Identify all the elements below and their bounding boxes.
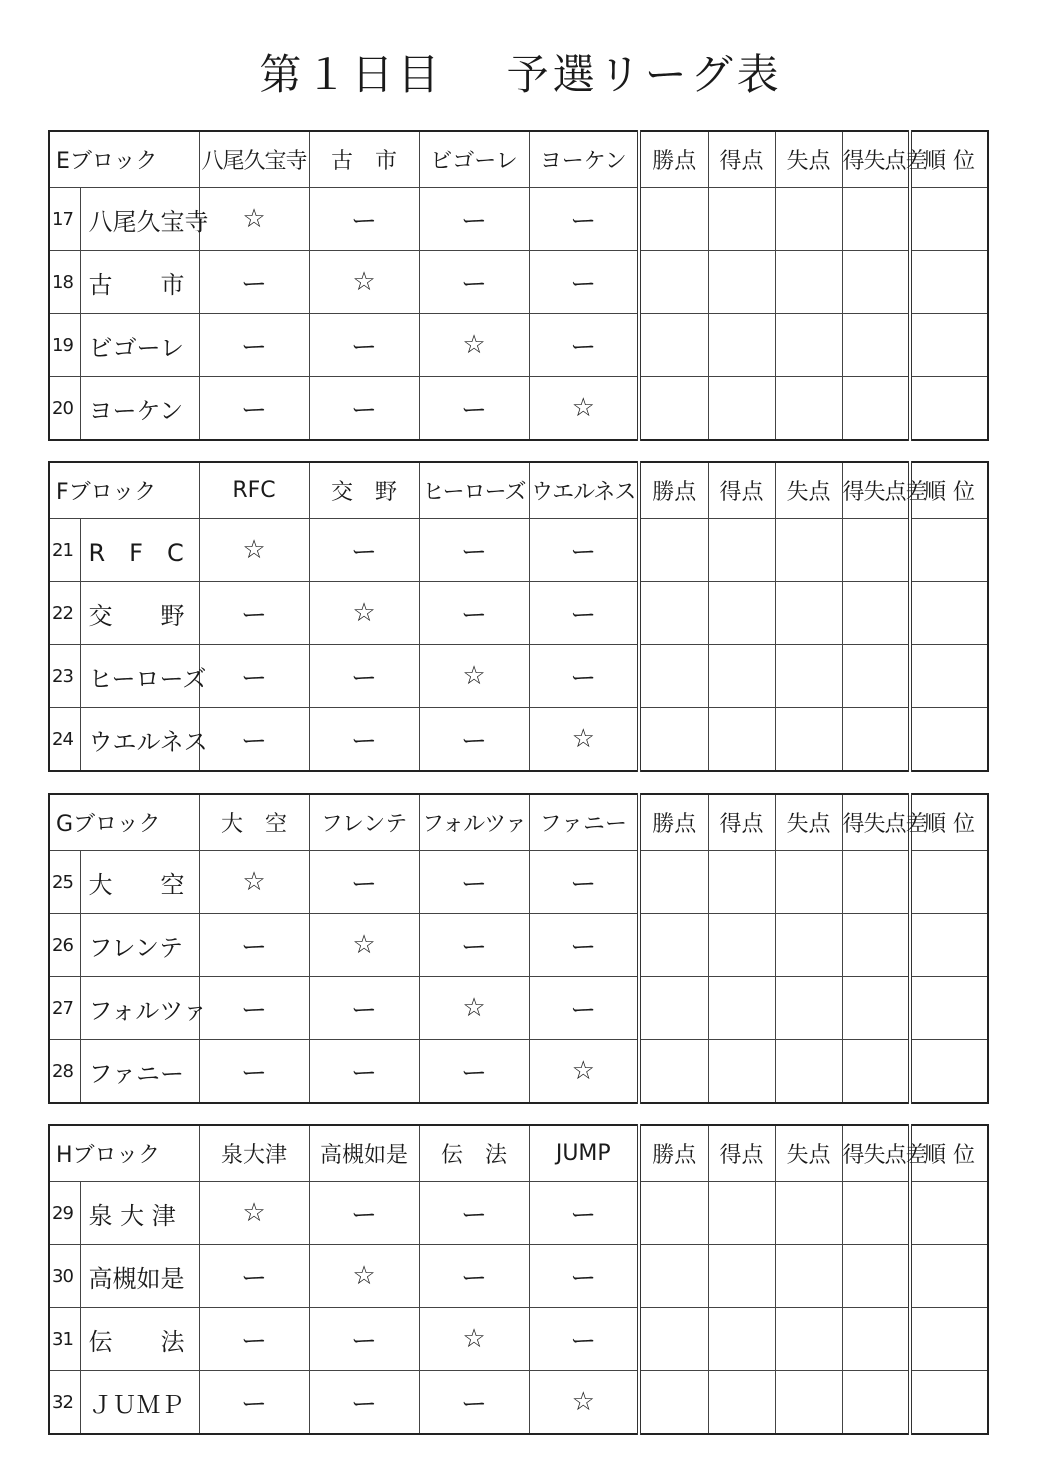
opponent-column-header: ヨーケン — [529, 131, 639, 188]
stat-cell-empty — [708, 377, 775, 441]
match-cell: ー — [199, 582, 309, 645]
match-cell: ー — [199, 914, 309, 977]
match-cell: ー — [199, 1371, 309, 1435]
match-cell: ー — [419, 251, 529, 314]
team-name: ＪＵＭＰ — [80, 1371, 199, 1435]
match-cell: ー — [309, 314, 419, 377]
stat-column-header: 得点 — [708, 794, 775, 851]
stat-cell-empty — [775, 314, 842, 377]
stat-column-header: 順 位 — [910, 1125, 988, 1182]
stat-cell-empty — [910, 377, 988, 441]
stat-cell-empty — [775, 377, 842, 441]
stat-cell-empty — [708, 1182, 775, 1245]
stat-cell-empty — [910, 1182, 988, 1245]
opponent-column-header: 伝 法 — [419, 1125, 529, 1182]
opponent-column-header: ウエルネス — [529, 462, 639, 519]
match-cell: ー — [199, 977, 309, 1040]
team-number: 27 — [49, 977, 80, 1040]
match-cell: ー — [529, 188, 639, 251]
stat-cell-empty — [775, 519, 842, 582]
stat-column-header: 得失点差 — [842, 131, 910, 188]
match-cell: ー — [419, 377, 529, 441]
block-name: Gブロック — [49, 794, 199, 851]
team-name: 八尾久宝寺 — [80, 188, 199, 251]
team-number: 17 — [49, 188, 80, 251]
table-header-row — [49, 131, 988, 188]
stat-cell-empty — [639, 1182, 708, 1245]
stat-cell-empty — [775, 1245, 842, 1308]
stat-column-header: 失点 — [775, 462, 842, 519]
team-name: 古 市 — [80, 251, 199, 314]
league-table — [48, 130, 989, 441]
match-cell: ー — [529, 914, 639, 977]
stat-cell-empty — [708, 851, 775, 914]
table-row — [49, 519, 988, 582]
opponent-column-header: 八尾久宝寺 — [199, 131, 309, 188]
stat-column-header: 勝点 — [639, 131, 708, 188]
team-number: 18 — [49, 251, 80, 314]
self-match-star: ☆ — [529, 1040, 639, 1104]
team-name: ヒーローズ — [80, 645, 199, 708]
stat-cell-empty — [708, 1371, 775, 1435]
stat-cell-empty — [708, 314, 775, 377]
table-row — [49, 851, 988, 914]
stat-cell-empty — [842, 645, 910, 708]
table-row — [49, 251, 988, 314]
table-row — [49, 977, 988, 1040]
stat-cell-empty — [910, 1371, 988, 1435]
match-cell: ー — [529, 851, 639, 914]
match-cell: ー — [529, 1245, 639, 1308]
stat-cell-empty — [708, 1308, 775, 1371]
stat-cell-empty — [842, 1245, 910, 1308]
stat-cell-empty — [910, 188, 988, 251]
match-cell: ー — [309, 1308, 419, 1371]
match-cell: ー — [199, 251, 309, 314]
team-number: 29 — [49, 1182, 80, 1245]
stat-cell-empty — [639, 1040, 708, 1104]
table-row — [49, 708, 988, 772]
stat-cell-empty — [842, 1371, 910, 1435]
team-number: 19 — [49, 314, 80, 377]
stat-cell-empty — [708, 188, 775, 251]
stat-cell-empty — [842, 188, 910, 251]
match-cell: ー — [419, 851, 529, 914]
match-cell: ー — [199, 645, 309, 708]
stat-cell-empty — [639, 914, 708, 977]
opponent-column-header: JUMP — [529, 1125, 639, 1182]
team-name: R F C — [80, 519, 199, 582]
match-cell: ー — [309, 708, 419, 772]
match-cell: ー — [199, 377, 309, 441]
stat-cell-empty — [775, 1182, 842, 1245]
opponent-column-header: 古 市 — [309, 131, 419, 188]
opponent-column-header: 高槻如是 — [309, 1125, 419, 1182]
stat-cell-empty — [639, 582, 708, 645]
match-cell: ー — [419, 582, 529, 645]
match-cell: ー — [419, 1182, 529, 1245]
stat-cell-empty — [842, 708, 910, 772]
match-cell: ー — [529, 1182, 639, 1245]
stat-cell-empty — [842, 977, 910, 1040]
stat-cell-empty — [708, 251, 775, 314]
table-row — [49, 582, 988, 645]
stat-cell-empty — [708, 708, 775, 772]
self-match-star: ☆ — [309, 582, 419, 645]
self-match-star: ☆ — [199, 1182, 309, 1245]
team-name: ヨーケン — [80, 377, 199, 441]
stat-cell-empty — [842, 314, 910, 377]
stat-cell-empty — [775, 977, 842, 1040]
stat-cell-empty — [910, 1308, 988, 1371]
match-cell: ー — [199, 1308, 309, 1371]
stat-cell-empty — [910, 708, 988, 772]
stat-cell-empty — [775, 1371, 842, 1435]
match-cell: ー — [309, 1371, 419, 1435]
stat-column-header: 勝点 — [639, 1125, 708, 1182]
opponent-column-header: ヒーローズ — [419, 462, 529, 519]
table-row — [49, 377, 988, 441]
opponent-column-header: ビゴーレ — [419, 131, 529, 188]
self-match-star: ☆ — [529, 377, 639, 441]
match-cell: ー — [309, 851, 419, 914]
block-name: Fブロック — [49, 462, 199, 519]
team-number: 25 — [49, 851, 80, 914]
team-name: 高槻如是 — [80, 1245, 199, 1308]
table-row — [49, 1040, 988, 1104]
self-match-star: ☆ — [309, 251, 419, 314]
stat-cell-empty — [708, 1040, 775, 1104]
team-name: ウエルネス — [80, 708, 199, 772]
stat-cell-empty — [775, 708, 842, 772]
match-cell: ー — [309, 645, 419, 708]
table-row — [49, 914, 988, 977]
stat-cell-empty — [639, 645, 708, 708]
match-cell: ー — [309, 188, 419, 251]
self-match-star: ☆ — [419, 977, 529, 1040]
stat-cell-empty — [842, 1308, 910, 1371]
table-header-row — [49, 1125, 988, 1182]
team-name: ファニー — [80, 1040, 199, 1104]
match-cell: ー — [419, 188, 529, 251]
stat-cell-empty — [639, 314, 708, 377]
stat-cell-empty — [842, 582, 910, 645]
team-name: フレンテ — [80, 914, 199, 977]
stat-column-header: 順 位 — [910, 131, 988, 188]
stat-column-header: 得点 — [708, 131, 775, 188]
stat-cell-empty — [639, 188, 708, 251]
team-number: 22 — [49, 582, 80, 645]
stat-cell-empty — [842, 377, 910, 441]
stat-cell-empty — [842, 519, 910, 582]
team-number: 31 — [49, 1308, 80, 1371]
stat-cell-empty — [775, 1040, 842, 1104]
self-match-star: ☆ — [419, 645, 529, 708]
stat-cell-empty — [910, 977, 988, 1040]
self-match-star: ☆ — [419, 1308, 529, 1371]
stat-cell-empty — [775, 251, 842, 314]
stat-cell-empty — [910, 1040, 988, 1104]
stat-cell-empty — [708, 977, 775, 1040]
team-name: ビゴーレ — [80, 314, 199, 377]
stat-cell-empty — [775, 1308, 842, 1371]
stat-cell-empty — [842, 1182, 910, 1245]
opponent-column-header: ファニー — [529, 794, 639, 851]
table-row — [49, 314, 988, 377]
stat-cell-empty — [775, 914, 842, 977]
team-number: 26 — [49, 914, 80, 977]
stat-cell-empty — [775, 188, 842, 251]
match-cell: ー — [419, 708, 529, 772]
team-number: 30 — [49, 1245, 80, 1308]
table-row — [49, 188, 988, 251]
self-match-star: ☆ — [199, 519, 309, 582]
match-cell: ー — [529, 977, 639, 1040]
team-name: 大 空 — [80, 851, 199, 914]
block-name: Hブロック — [49, 1125, 199, 1182]
table-row — [49, 1371, 988, 1435]
league-table — [48, 461, 989, 772]
team-number: 20 — [49, 377, 80, 441]
team-number: 32 — [49, 1371, 80, 1435]
match-cell: ー — [199, 708, 309, 772]
table-header-row — [49, 794, 988, 851]
team-name: 伝 法 — [80, 1308, 199, 1371]
stat-cell-empty — [842, 914, 910, 977]
stat-cell-empty — [842, 251, 910, 314]
table-row — [49, 1182, 988, 1245]
stat-column-header: 順 位 — [910, 462, 988, 519]
stat-cell-empty — [639, 377, 708, 441]
self-match-star: ☆ — [199, 851, 309, 914]
stat-cell-empty — [639, 1245, 708, 1308]
stat-cell-empty — [910, 314, 988, 377]
league-table — [48, 793, 989, 1104]
stat-cell-empty — [910, 914, 988, 977]
match-cell: ー — [419, 1371, 529, 1435]
page-title: 第１日目 予選リーグ表 — [259, 50, 783, 99]
opponent-column-header: フォルツァ — [419, 794, 529, 851]
stat-cell-empty — [910, 645, 988, 708]
stat-cell-empty — [708, 519, 775, 582]
stat-cell-empty — [639, 251, 708, 314]
table-row — [49, 645, 988, 708]
match-cell: ー — [419, 1245, 529, 1308]
stat-cell-empty — [910, 519, 988, 582]
stat-column-header: 得失点差 — [842, 1125, 910, 1182]
match-cell: ー — [529, 582, 639, 645]
stat-column-header: 得点 — [708, 462, 775, 519]
self-match-star: ☆ — [309, 1245, 419, 1308]
match-cell: ー — [529, 251, 639, 314]
stat-column-header: 得失点差 — [842, 794, 910, 851]
match-cell: ー — [199, 314, 309, 377]
match-cell: ー — [309, 519, 419, 582]
stat-cell-empty — [775, 582, 842, 645]
match-cell: ー — [419, 519, 529, 582]
self-match-star: ☆ — [419, 314, 529, 377]
stat-cell-empty — [639, 519, 708, 582]
opponent-column-header: 交 野 — [309, 462, 419, 519]
team-name: 交 野 — [80, 582, 199, 645]
stat-cell-empty — [910, 251, 988, 314]
block-name: Eブロック — [49, 131, 199, 188]
stat-cell-empty — [639, 851, 708, 914]
match-cell: ー — [309, 1182, 419, 1245]
self-match-star: ☆ — [199, 188, 309, 251]
stat-cell-empty — [910, 851, 988, 914]
self-match-star: ☆ — [309, 914, 419, 977]
match-cell: ー — [309, 1040, 419, 1104]
table-row — [49, 1308, 988, 1371]
stat-cell-empty — [842, 851, 910, 914]
team-name: フォルツァ — [80, 977, 199, 1040]
stat-cell-empty — [639, 977, 708, 1040]
self-match-star: ☆ — [529, 708, 639, 772]
match-cell: ー — [529, 645, 639, 708]
match-cell: ー — [199, 1245, 309, 1308]
stat-column-header: 勝点 — [639, 794, 708, 851]
stat-column-header: 順 位 — [910, 794, 988, 851]
match-cell: ー — [529, 314, 639, 377]
stat-column-header: 勝点 — [639, 462, 708, 519]
opponent-column-header: 大 空 — [199, 794, 309, 851]
stat-cell-empty — [910, 1245, 988, 1308]
match-cell: ー — [309, 377, 419, 441]
self-match-star: ☆ — [529, 1371, 639, 1435]
team-number: 23 — [49, 645, 80, 708]
stat-cell-empty — [639, 708, 708, 772]
opponent-column-header: RFC — [199, 462, 309, 519]
team-number: 21 — [49, 519, 80, 582]
match-cell: ー — [199, 1040, 309, 1104]
team-number: 28 — [49, 1040, 80, 1104]
stat-cell-empty — [708, 645, 775, 708]
stat-column-header: 失点 — [775, 794, 842, 851]
stat-column-header: 失点 — [775, 131, 842, 188]
match-cell: ー — [309, 977, 419, 1040]
stat-cell-empty — [708, 1245, 775, 1308]
opponent-column-header: 泉大津 — [199, 1125, 309, 1182]
match-cell: ー — [419, 914, 529, 977]
team-name: 泉 大 津 — [80, 1182, 199, 1245]
stat-column-header: 得点 — [708, 1125, 775, 1182]
match-cell: ー — [529, 1308, 639, 1371]
match-cell: ー — [529, 519, 639, 582]
stat-column-header: 得失点差 — [842, 462, 910, 519]
team-number: 24 — [49, 708, 80, 772]
stat-cell-empty — [910, 582, 988, 645]
stat-column-header: 失点 — [775, 1125, 842, 1182]
stat-cell-empty — [842, 1040, 910, 1104]
league-table — [48, 1124, 989, 1435]
opponent-column-header: フレンテ — [309, 794, 419, 851]
stat-cell-empty — [708, 582, 775, 645]
stat-cell-empty — [639, 1308, 708, 1371]
stat-cell-empty — [775, 851, 842, 914]
stat-cell-empty — [639, 1371, 708, 1435]
match-cell: ー — [419, 1040, 529, 1104]
stat-cell-empty — [775, 645, 842, 708]
table-row — [49, 1245, 988, 1308]
table-header-row — [49, 462, 988, 519]
stat-cell-empty — [708, 914, 775, 977]
